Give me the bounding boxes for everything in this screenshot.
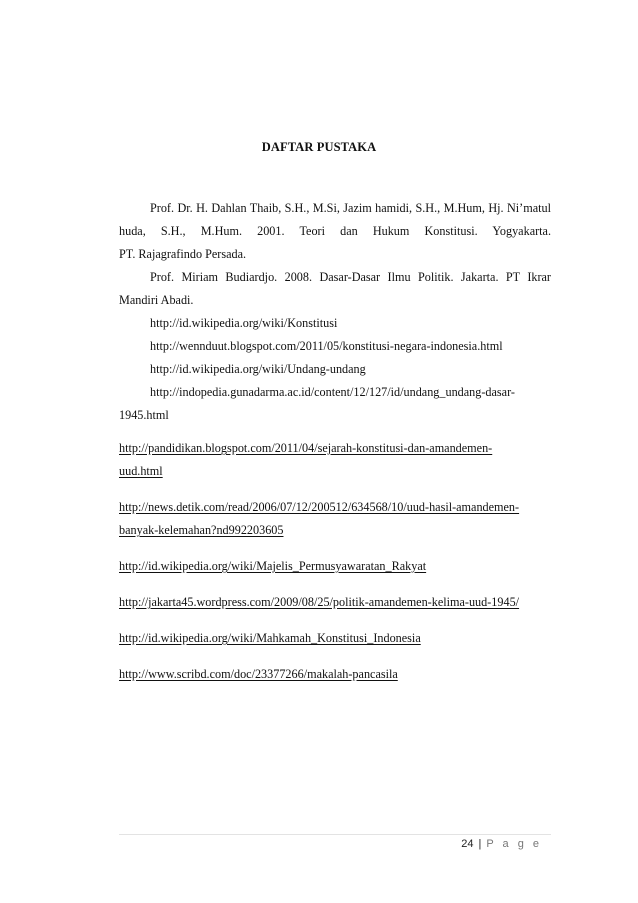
footer-separator: | (478, 838, 482, 850)
reference-list (119, 197, 551, 686)
page-title: DAFTAR PUSTAKA (261, 140, 377, 154)
reference-link[interactable] (119, 663, 551, 686)
link-text[interactable]: http://jakarta45.wordpress.com/2009/08/25/politik-amandemen-kelima-uud-1945/ (119, 595, 520, 609)
reference-entry-end (119, 243, 551, 266)
reference-link[interactable] (119, 591, 551, 614)
link-text[interactable]: http://id.wikipedia.org/wiki/Majelis_Permusyawaratan_Rakyat (119, 559, 427, 573)
reference-url[interactable]: http://indopedia.gunadarma.ac.id/content/12/127/id/undang_undang-dasar- (150, 385, 515, 399)
reference-line: Prof. Dr. H. Dahlan Thaib, S.H., M.Si, Jazim hamidi, S.H., M.Hum, Hj. (150, 201, 504, 215)
footer-divider (119, 834, 551, 835)
page-label: P a g e (486, 838, 542, 850)
reference-url[interactable]: http://wennduut.blogspot.com/2011/05/konstitusi-negara-indonesia.html (150, 339, 503, 353)
reference-entry (119, 266, 551, 289)
reference-url-continuation[interactable]: 1945.html (119, 408, 169, 422)
reference-url[interactable]: http://id.wikipedia.org/wiki/Konstitusi (150, 316, 338, 330)
reference-line: Ni’matul huda, S.H., M.Hum. 2001. Teori dan Hukum Konstitusi. Yogyakarta. (119, 201, 551, 238)
reference-line: PT. Rajagrafindo Persada. (119, 247, 247, 261)
reference-link[interactable] (119, 437, 551, 483)
reference-link[interactable] (119, 555, 551, 578)
link-text[interactable]: http://news.detik.com/read/2006/07/12/200512/634568/10/uud-hasil-amandemen- (119, 500, 520, 514)
link-text[interactable]: banyak-kelemahan?nd992203605 (119, 523, 284, 537)
reference-link[interactable] (119, 627, 551, 650)
link-text[interactable]: http://www.scribd.com/doc/23377266/makalah-pancasila (119, 667, 398, 681)
reference-entry (119, 197, 551, 243)
page-footer (461, 838, 542, 850)
page-number: 24 (461, 838, 474, 850)
link-text[interactable]: uud.html (119, 464, 163, 478)
reference-line: Mandiri Abadi. (119, 293, 194, 307)
reference-entry-end (119, 289, 551, 312)
link-text[interactable]: http://id.wikipedia.org/wiki/Mahkamah_Konstitusi_Indonesia (119, 631, 421, 645)
reference-url[interactable]: http://id.wikipedia.org/wiki/Undang-undang (150, 362, 366, 376)
reference-link[interactable] (119, 496, 551, 542)
reference-line: Prof. Miriam Budiardjo. 2008. Dasar-Dasar Ilmu Politik. Jakarta. PT Ikrar (150, 270, 551, 284)
link-text[interactable]: http://pandidikan.blogspot.com/2011/04/sejarah-konstitusi-dan-amandemen- (119, 441, 493, 455)
